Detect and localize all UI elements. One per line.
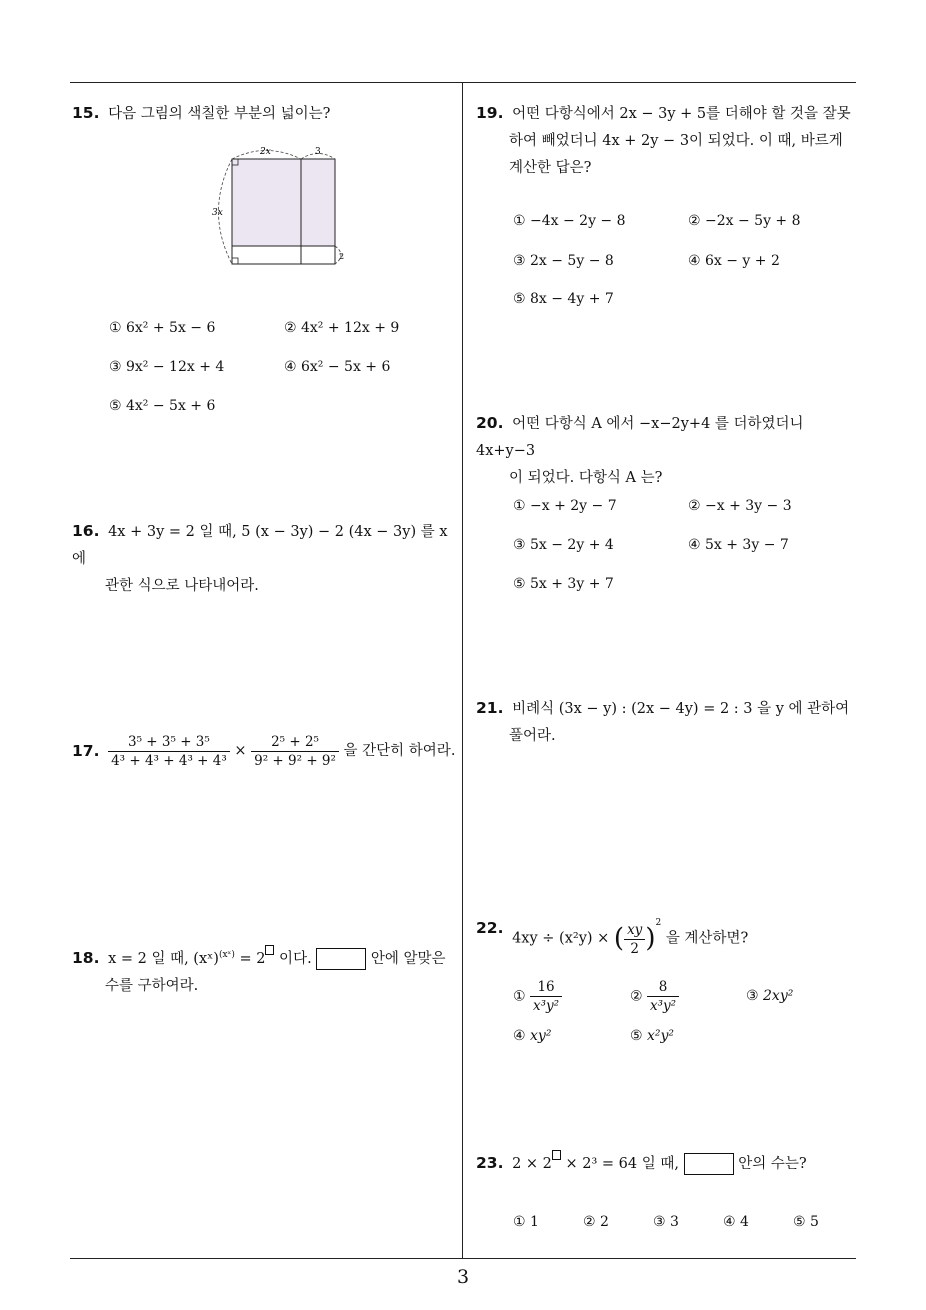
page-number: 3 xyxy=(456,1266,470,1288)
question-17 xyxy=(72,733,457,770)
label-3: 3 xyxy=(315,147,321,157)
choice-4[interactable]: ④ 6x² − 5x + 6 xyxy=(284,359,391,375)
question-16 xyxy=(72,518,457,600)
choice-3[interactable]: ③ 2x − 5y − 8 xyxy=(513,253,614,269)
answer-blank[interactable] xyxy=(684,1153,734,1175)
choice-2[interactable]: ② −x + 3y − 3 xyxy=(688,498,792,514)
question-post: 이다. xyxy=(274,950,312,967)
choice-2[interactable]: ② 2 xyxy=(583,1214,609,1230)
label-3x: 3x xyxy=(212,208,223,218)
choice-2[interactable]: ② $\frac{8}{\text{x³y²}}$ xyxy=(630,978,679,1015)
fraction-2-denominator: 9² + 9² + 9² xyxy=(254,753,336,769)
fraction-numerator: xy xyxy=(624,921,645,940)
question-23 xyxy=(476,1150,861,1178)
answer-blank[interactable] xyxy=(316,948,366,970)
question-line-1: 4x + 3y = 2 일 때, 5 (x − 3y) − 2 (4x − 3y) 를 x 에 xyxy=(72,524,448,567)
choice-5[interactable]: ⑤ x²y² xyxy=(630,1028,675,1044)
fraction-1 xyxy=(108,733,230,770)
question-pre: x = 2 일 때, (xˣ) xyxy=(108,950,219,967)
fraction-1-denominator: 4³ + 4³ + 4³ + 4³ xyxy=(111,753,227,769)
top-rule xyxy=(70,82,856,83)
question-tail: 안의 수는? xyxy=(738,1156,807,1172)
choice-4[interactable]: ④ 5x + 3y − 7 xyxy=(688,537,789,553)
question-number: 15. xyxy=(72,104,100,122)
choice-4[interactable]: ④ 4 xyxy=(723,1214,749,1230)
question-22: 22. 4xy ÷ (x²y) × ( $\frac{xy}{2}$ )$^2$ 을 계산하면? xyxy=(476,918,749,957)
times-sign: × xyxy=(234,743,247,759)
question-19 xyxy=(476,100,861,182)
bottom-rule xyxy=(70,1258,856,1259)
shaded-region xyxy=(232,159,335,246)
question-line-3: 계산한 답은? xyxy=(509,160,592,176)
choice-1[interactable]: ① 1 xyxy=(513,1214,539,1230)
question-line-1: 비례식 (3x − y) : (2x − 4y) = 2 : 3 을 y 에 관하여 xyxy=(512,701,850,717)
choice-3[interactable]: ③ 2xy² xyxy=(746,988,794,1004)
question-number: 19. xyxy=(476,104,504,122)
choice-1[interactable]: ① $\frac{16}{\text{x³y²}}$ xyxy=(513,978,562,1015)
choice-5[interactable]: ⑤ 4x² − 5x + 6 xyxy=(109,398,216,414)
question-15 xyxy=(72,100,457,128)
choice-2[interactable]: ② 4x² + 12x + 9 xyxy=(284,320,400,336)
fraction xyxy=(624,921,645,958)
question-number: 16. xyxy=(72,522,100,540)
question-post: 을 계산하면? xyxy=(665,930,749,947)
question-number: 22. xyxy=(476,919,504,937)
right-paren: ) xyxy=(645,923,656,954)
choice-1[interactable]: ① 6x² + 5x − 6 xyxy=(109,320,216,336)
exponent: (xˣ) xyxy=(218,950,235,960)
choice-1[interactable]: ① −x + 2y − 7 xyxy=(513,498,617,514)
question-tail: 안에 알맞은 xyxy=(370,950,446,967)
question-20 xyxy=(476,410,861,492)
unshaded-strip xyxy=(232,246,335,264)
question-line-1: 어떤 다항식 A 에서 −x−2y+4 를 더하였더니 4x+y−3 xyxy=(476,416,804,459)
fraction-2-numerator: 2⁵ + 2⁵ xyxy=(251,733,339,752)
question-pre: 2 × 2 xyxy=(512,1156,552,1172)
area-figure xyxy=(205,140,355,270)
choice-4[interactable]: ④ xy² xyxy=(513,1028,552,1044)
label-2: 2 xyxy=(339,252,345,261)
question-number: 20. xyxy=(476,414,504,432)
choice-2[interactable]: ② −2x − 5y + 8 xyxy=(688,213,801,229)
fraction-denominator: 2 xyxy=(630,940,639,957)
question-21 xyxy=(476,695,861,750)
question-pre: 4xy ÷ (x²y) × xyxy=(512,930,610,947)
question-number: 17. xyxy=(72,742,100,760)
question-line-2: 이 되었다. 다항식 A 는? xyxy=(509,470,663,486)
fraction-1-numerator: 3⁵ + 3⁵ + 3⁵ xyxy=(108,733,230,752)
question-18 xyxy=(72,942,457,1000)
question-number: 18. xyxy=(72,948,100,967)
choice-4[interactable]: ④ 6x − y + 2 xyxy=(688,253,780,269)
choice-5[interactable]: ⑤ 5 xyxy=(793,1214,819,1230)
question-number: 21. xyxy=(476,699,504,717)
question-mid: = 2 xyxy=(234,950,266,967)
choice-5[interactable]: ⑤ 5x + 3y + 7 xyxy=(513,576,614,592)
question-mid: × 2³ = 64 일 때, xyxy=(560,1156,679,1172)
fraction-2 xyxy=(251,733,339,770)
question-number: 23. xyxy=(476,1154,504,1172)
question-tail: 을 간단히 하여라. xyxy=(343,743,456,759)
question-line-2: 수를 구하여라. xyxy=(105,977,199,994)
exponent-box xyxy=(552,1150,561,1160)
question-stem: 다음 그림의 색칠한 부분의 넓이는? xyxy=(108,106,331,122)
question-line-1: 어떤 다항식에서 2x − 3y + 5를 더해야 할 것을 잘못 xyxy=(512,106,851,122)
left-paren: ( xyxy=(613,923,625,954)
label-2x: 2x xyxy=(260,147,271,157)
question-line-2: 관한 식으로 나타내어라. xyxy=(105,578,259,594)
column-divider xyxy=(462,82,463,1258)
question-line-2: 하여 빼었더니 4x + 2y − 3이 되었다. 이 때, 바르게 xyxy=(509,133,843,149)
choice-3[interactable]: ③ 9x² − 12x + 4 xyxy=(109,359,225,375)
choice-1[interactable]: ① −4x − 2y − 8 xyxy=(513,213,626,229)
choice-3[interactable]: ③ 3 xyxy=(653,1214,679,1230)
choice-5[interactable]: ⑤ 8x − 4y + 7 xyxy=(513,291,614,307)
choice-3[interactable]: ③ 5x − 2y + 4 xyxy=(513,537,614,553)
question-line-2: 풀어라. xyxy=(509,728,556,744)
